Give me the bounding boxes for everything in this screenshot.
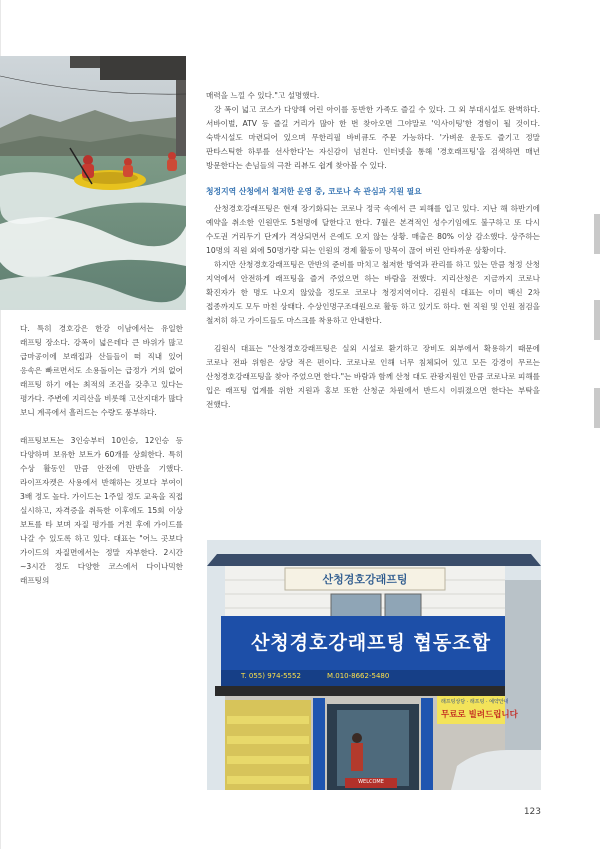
right-body-2: 하지만 산청경호강래프팅은 만반의 준비를 마치고 철저한 방역과 관리를 하고 있는 만큼 청정 산청 지역에서 안전하게 래프팅을 즐겨 주었으면 하는 바람을 전했다. 지리산청은 지금까지 코로나 확진자가 한 명도 나오지 않았을 정도로 코로나 청정지역이다. 김원식 대표는 이미 백신 2차 접종까지도 모두 마친 상태다. 수상인명구조대원으로 활동 하고 있기도 하다. 현 직원 및 인원 점검을 철저히 하고 가이드들도 마스크를 착용하고 안내한다. (206, 260, 540, 325)
store-side-banner-top: 래프팅상담 · 래프팅 · 예약안내 (441, 699, 509, 705)
right-intro-1: 매력을 느낄 수 있다."고 설명했다. (206, 91, 320, 100)
left-paragraph-1: 다. 특히 경호강은 한강 이남에서는 유일한 래프팅 장소다. 강폭이 넓은데다 큰 바위가 많고 급마공이에 보래집과 산들들이 떠 직내 있어 응속은 빠르면서도 소용돌이는 급정가 거의 없어 래프팅 하기 에는 최적의 조건을 갖추고 있다는 평가다. 주변에 지리산을 비롯해 고산지대가 많다 보니 계곡에서 흘러드는 수량도 풍부하다. (20, 324, 183, 417)
right-intro-2: 강 폭이 넓고 코스가 다양해 어린 아이를 동반한 가족도 즐길 수 있다. 그 외 부대시설도 완벽하다. 서바이벌, ATV 등 즐길 거리가 많아 한 번 찾아오면 그야말로 '익사이팅'한 경험이 될 것이다. 숙박시설도 마련되어 있으며 무한리필 바비큐도 주문 가능하다. '가벼운 운동도 즐기고 정말 판타스틱한 하루를 선사한다'는 자신감이 넘친다. 인터넷을 통해 '경호래프팅'을 검색하면 매년 방문한다는 손님들의 극찬 리뷰도 쉽게 찾아볼 수 있다. (206, 105, 540, 170)
left-paragraph-2: 래프팅보트는 3인승부터 10인승, 12인승 등 다양하며 보유한 보트가 60개를 상회한다. 특히 수상 활동인 만큼 안전에 만반을 기했다. 라이프자켓은 사용에서 반해하는 것보다 부여이 3배 정도 높다. 가이드는 1주일 정도 교육을 직접 실시하고, 자격증을 취득한 이후에도 15회 이상 보트를 타 보며 자질 평가를 거친 후에 가이드를 나갈 수 있도록 하고 있다. 대표는 "어느 곳보다 가이드의 자질면에서는 정말 자부한다. 2시간~3시간 정도 다양한 코스에서 다이나믹한 래프팅의 (20, 436, 183, 585)
right-text-column (206, 89, 540, 412)
right-body-1: 산청경호강래프팅은 현재 장기화되는 코로나 정국 속에서 큰 피해를 입고 있다. 지난 해 하반기에 예약을 취소한 인원만도 5천명에 달한다고 한다. 7월은 본격적인 성수기임에도 불구하고 또 다시 수도권 거리두기 단계가 격상되면서 은예도 오지 않는 상황. 매출은 80% 이상 감소했다. 상주하는 10명의 직원 외에 50명가량 되는 인원의 경제 활동이 망목이 끊어 버린 안타까운 상황이다. (206, 204, 540, 255)
edge-tab-1 (594, 214, 600, 254)
store-phone-1: T. 055) 974-5552 (241, 672, 301, 680)
section-subheading: 청정지역 산청에서 철저한 운영 중, 코로나 속 관심과 지원 필요 (206, 187, 422, 196)
right-closing-paragraph: 김원식 대표는 "산청경호강래프팅은 실외 시설로 환기하고 장비도 외부에서 확용하기 때문에 코로나 전파 위험은 상당 적은 편이다. 코로나로 인해 너무 침체되어 있고 모든 강경이 무르는 산청경호강래프팅을 찾아 주었으면 한다."는 바람과 함께 산청 대도 관광지원인 만큼 코로나로 피해를 입은 래프팅 업계를 위한 지원과 홍보 또한 산청군 차원에서 반드시 이뤄졌으면 한다는 부탁을 전했다. (206, 344, 540, 409)
store-top-sign: 산청경호강래프팅 (322, 573, 408, 586)
store-side-banner-bottom: 무료로 빌려드립니다 (441, 710, 518, 720)
page-number: 123 (523, 807, 541, 817)
store-welcome-mat: WELCOME (358, 779, 384, 785)
storefront-photo (207, 540, 541, 790)
store-main-sign: 산청경호강래프팅 협동조합 (251, 632, 491, 654)
rafting-photo (0, 56, 186, 310)
left-text-column (20, 322, 183, 588)
store-phone-2: M.010-8662-5480 (327, 672, 390, 680)
edge-tab-2 (594, 300, 600, 340)
edge-tab-3 (594, 388, 600, 428)
